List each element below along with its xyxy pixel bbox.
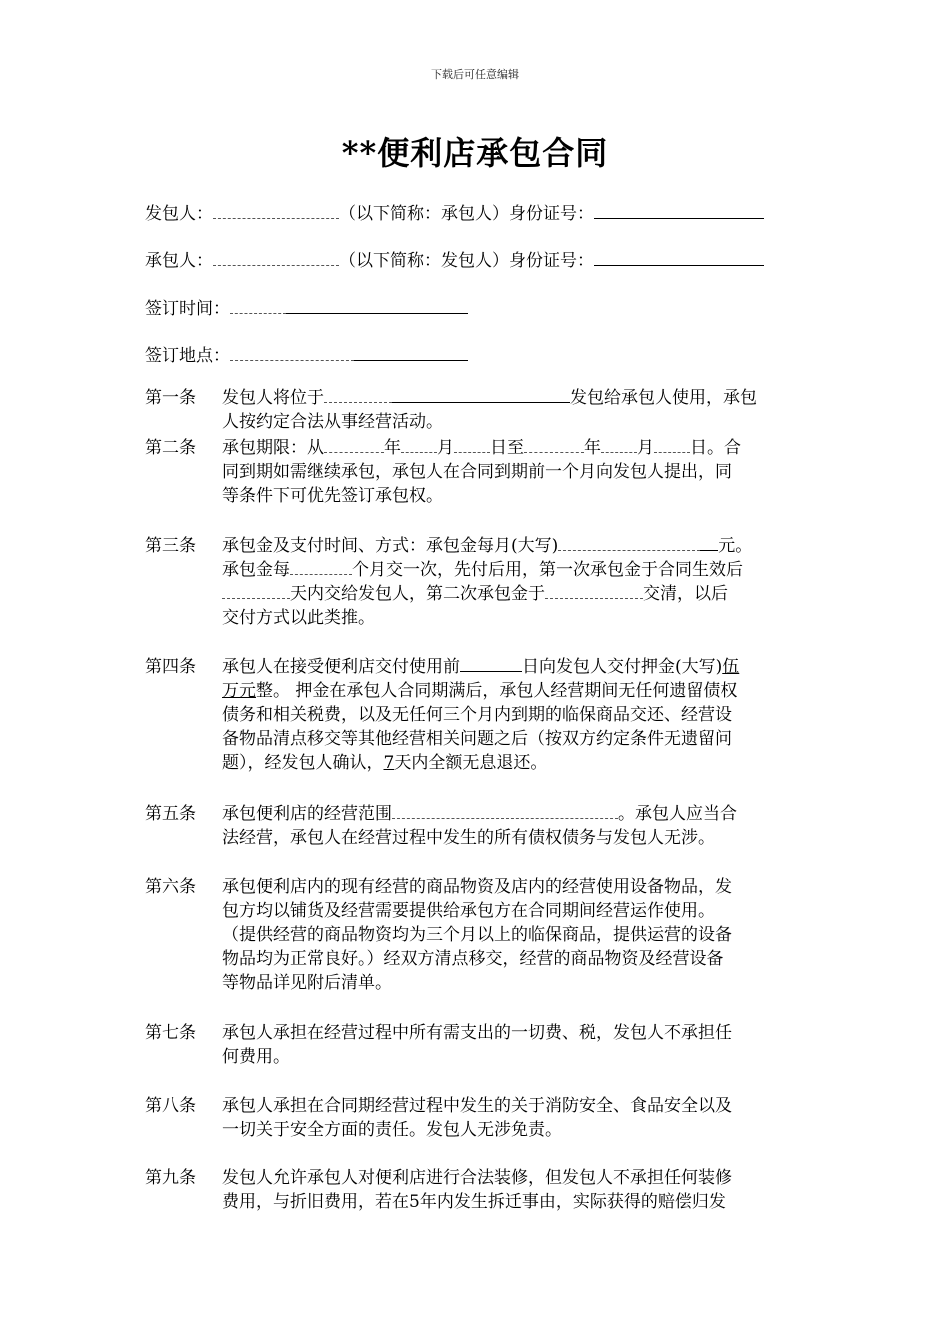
contractor-mid-text: （以下简称：发包人）身份证号：: [339, 251, 594, 271]
blank: [654, 436, 690, 453]
clause-text: 等条件下可优先签订承包权。: [222, 486, 443, 506]
contractor-name-blank: [213, 249, 339, 266]
blank: [545, 582, 643, 599]
clause-text: 交清，以后: [643, 584, 728, 604]
sign-time-line: [145, 294, 468, 319]
blank: [700, 534, 718, 551]
clause-number: 第八条: [145, 1096, 196, 1116]
sign-place-blank-b: [354, 344, 468, 361]
blank: [460, 655, 522, 672]
clause-text: 何费用。: [222, 1047, 290, 1067]
blank: [324, 436, 384, 453]
sign-time-label: 签订时间：: [145, 299, 230, 319]
contractor-label: 承包人：: [145, 251, 213, 271]
clause-text: 月: [637, 438, 654, 458]
issuer-id-blank: [594, 202, 764, 219]
issuer-mid-text: （以下简称：承包人）身份证号：: [339, 204, 594, 224]
deposit-amount-unit: 万元: [222, 681, 256, 701]
clause-text: 年: [384, 438, 401, 458]
clause-4: [145, 655, 810, 775]
clause-9: [145, 1166, 810, 1214]
clause-5: [145, 802, 810, 850]
page-title: **便利店承包合同: [341, 134, 609, 172]
blank: [324, 386, 392, 403]
clause-text: 承包人在接受便利店交付使用前: [222, 657, 460, 677]
refund-days: 7: [383, 753, 395, 773]
clause-1: [145, 386, 810, 434]
clause-text: 承包便利店的经营范围: [222, 804, 392, 824]
clause-text: 交付方式以此类推。: [222, 608, 375, 628]
clause-text: 日至: [490, 438, 524, 458]
clause-text: 发包给承包人使用，承包: [570, 388, 757, 408]
clause-text: 债务和相关税费，以及无任何三个月内到期的临保商品交还、经营设: [222, 705, 732, 725]
blank: [524, 436, 584, 453]
clause-text: 年: [584, 438, 601, 458]
sign-time-blank-a: [230, 297, 286, 314]
clause-text: 承包人承担在合同期经营过程中发生的关于消防安全、食品安全以及: [222, 1096, 732, 1116]
clause-6: [145, 875, 810, 995]
clause-8: [145, 1094, 810, 1142]
clause-3: [145, 534, 810, 630]
clause-text: 法经营，承包人在经营过程中发生的所有债权债务与发包人无涉。: [222, 828, 715, 848]
blank: [222, 582, 290, 599]
clause-text: 发包人允许承包人对便利店进行合法装修，但发包人不承担任何装修: [222, 1168, 732, 1188]
clause-text: 个月交一次，先付后用，第一次承包金于合同生效后: [352, 560, 743, 580]
blank: [454, 436, 490, 453]
clause-number: 第九条: [145, 1168, 196, 1188]
clause-text: 整。 押金在承包人合同期满后，承包人经营期间无任何遗留债权: [256, 681, 738, 701]
blank: [558, 534, 700, 551]
contractor-line: [145, 246, 764, 271]
clause-number: 第一条: [145, 388, 196, 408]
clause-text: 承包金每: [222, 560, 290, 580]
clause-text: 发包人将位于: [222, 388, 324, 408]
blank: [290, 558, 352, 575]
clause-text: 天内交给发包人，第二次承包金于: [290, 584, 545, 604]
clause-number: 第六条: [145, 877, 196, 897]
issuer-name-blank: [213, 202, 339, 219]
clause-number: 第三条: [145, 536, 196, 556]
clause-number: 第七条: [145, 1023, 196, 1043]
clause-number: 第五条: [145, 804, 196, 824]
clause-text: 天内全额无息退还。: [394, 753, 548, 773]
blank: [601, 436, 637, 453]
clause-text: 日向发包人交付押金(大写): [522, 657, 723, 677]
clause-text: 费用，与折旧费用，若在5年内发生拆迁事由，实际获得的赔偿归发: [222, 1192, 726, 1212]
blank: [392, 802, 618, 819]
deposit-amount: 伍: [722, 657, 740, 677]
issuer-label: 发包人：: [145, 204, 213, 224]
clause-text: 一切关于安全方面的责任。发包人无涉免责。: [222, 1120, 562, 1140]
clause-7: [145, 1021, 810, 1069]
sign-place-blank-a: [230, 344, 354, 361]
clause-text: 题），经发包人确认，: [222, 753, 384, 773]
clause-text: 元。: [718, 536, 753, 556]
clause-text: 等物品详见附后清单。: [222, 973, 392, 993]
clause-text: 备物品清点移交等其他经营相关问题之后（按双方约定条件无遗留问: [222, 729, 732, 749]
clause-number: 第二条: [145, 438, 196, 458]
clause-text: 人按约定合法从事经营活动。: [222, 412, 443, 432]
blank: [401, 436, 437, 453]
clause-text: 承包期限：从: [222, 438, 324, 458]
sign-place-label: 签订地点：: [145, 346, 230, 366]
issuer-line: [145, 199, 764, 224]
contractor-id-blank: [594, 249, 764, 266]
clause-text: 承包便利店内的现有经营的商品物资及店内的经营使用设备物品，发: [222, 877, 732, 897]
sign-place-line: [145, 341, 468, 366]
blank: [392, 386, 570, 403]
header-note: 下载后可任意编辑: [431, 68, 519, 81]
clause-text: 同到期如需继续承包，承包人在合同到期前一个月向发包人提出，同: [222, 462, 732, 482]
clause-text: 承包人承担在经营过程中所有需支出的一切费、税，发包人不承担任: [222, 1023, 732, 1043]
clause-text: 月: [437, 438, 454, 458]
clause-number: 第四条: [145, 657, 196, 677]
clause-text: 日。合: [690, 438, 741, 458]
clause-text: 承包金及支付时间、方式：承包金每月(大写): [222, 536, 559, 556]
clause-text: （提供经营的商品物资均为三个月以上的临保商品，提供运营的设备: [222, 925, 732, 945]
clause-text: 包方均以铺货及经营需要提供给承包方在合同期间经营运作使用。: [222, 901, 715, 921]
clause-2: [145, 436, 810, 508]
clause-text: 。承包人应当合: [618, 804, 737, 824]
sign-time-blank-b: [286, 297, 468, 314]
clause-text: 物品均为正常良好。）经双方清点移交，经营的商品物资及经营设备: [222, 949, 724, 969]
